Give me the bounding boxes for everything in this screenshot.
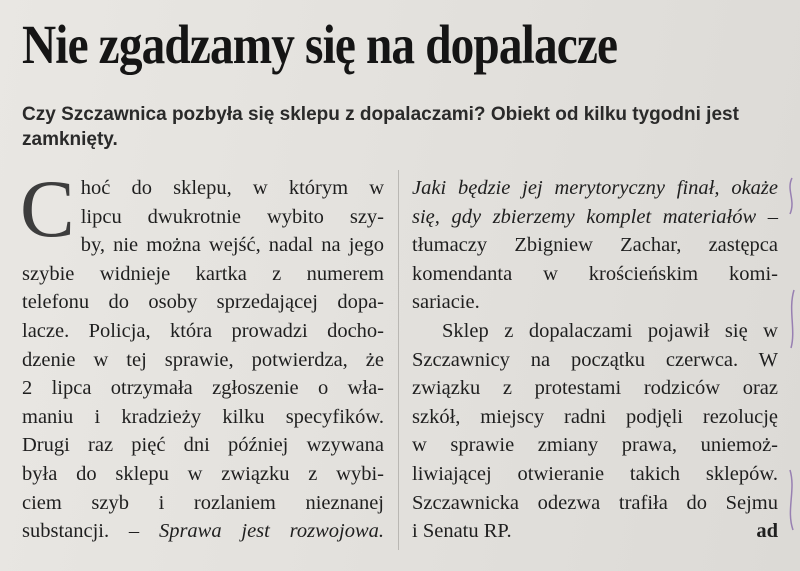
quote-text: Sprawa jest rozwojowa.	[158, 520, 384, 543]
body-line: telefonu do osoby sprzedającej dopa-	[22, 291, 384, 314]
body-line: 2 lipca otrzymała zgłoszenie o wła-	[22, 377, 384, 400]
body-line: sariacie.	[412, 291, 480, 314]
body-line: w sprawie zmiany prawa, uniemoż-	[412, 434, 778, 457]
body-line: komendanta w krościeńskim komi-	[412, 262, 778, 285]
body-line: tłumaczy Zbigniew Zachar, zastępca	[412, 234, 778, 257]
column-divider	[398, 170, 399, 550]
body-line: Szczawnicy na początku czerwca. W	[412, 348, 778, 371]
body-line: hoć do sklepu, w którym w	[80, 177, 384, 199]
body-line: Drugi raz pięć dni później wzywana	[22, 434, 384, 457]
quote-line: się, gdy zbierzemy komplet materiałów –	[412, 205, 778, 228]
body-line-final	[22, 517, 384, 546]
body-line-final	[412, 517, 778, 546]
author-signature: ad	[756, 520, 778, 543]
body-line: ciem szyb i rozlaniem nieznanej	[22, 491, 384, 514]
quote-line: Jaki będzie jej merytoryczny finał, okaże	[412, 177, 778, 199]
body-text: substancji. –	[22, 520, 159, 543]
drop-cap: C	[20, 163, 75, 254]
article-column-left	[20, 163, 384, 546]
body-line: lacze. Policja, która prowadzi docho-	[22, 319, 384, 342]
body-line: szybie widnieje kartka z numerem	[22, 262, 384, 285]
body-line: maniu i kradzieży kilku specyfików.	[22, 405, 384, 428]
body-text: i Senatu RP.	[412, 520, 512, 543]
body-line: była do sklepu w związku z wybi-	[22, 462, 384, 485]
body-line: dzenie w tej sprawie, potwierdza, że	[22, 348, 384, 371]
body-line: Sklep z dopalaczami pojawił się w	[442, 319, 778, 342]
body-line: lipcu dwukrotnie wybito szy-	[80, 205, 384, 228]
body-line: szkół, miejscy radni podjęli rezolucję	[412, 405, 778, 428]
body-line: by, nie można wejść, nadal na jego	[80, 234, 384, 257]
pen-mark-graphic	[782, 170, 800, 560]
article-column-right	[412, 174, 778, 546]
body-line: liwiającej otwieranie takich sklepów.	[412, 462, 778, 485]
lead-paragraph: Czy Szczawnica pozbyła się sklepu z dopalaczami? Obiekt od kilku tygodni jest zamknięty.	[22, 104, 739, 150]
headline: Nie zgadzamy się na dopalacze	[22, 14, 618, 75]
body-line: Szczawnicka odezwa trafiła do Sejmu	[412, 491, 778, 514]
body-line: związku z protestami rodziców oraz	[412, 377, 778, 400]
